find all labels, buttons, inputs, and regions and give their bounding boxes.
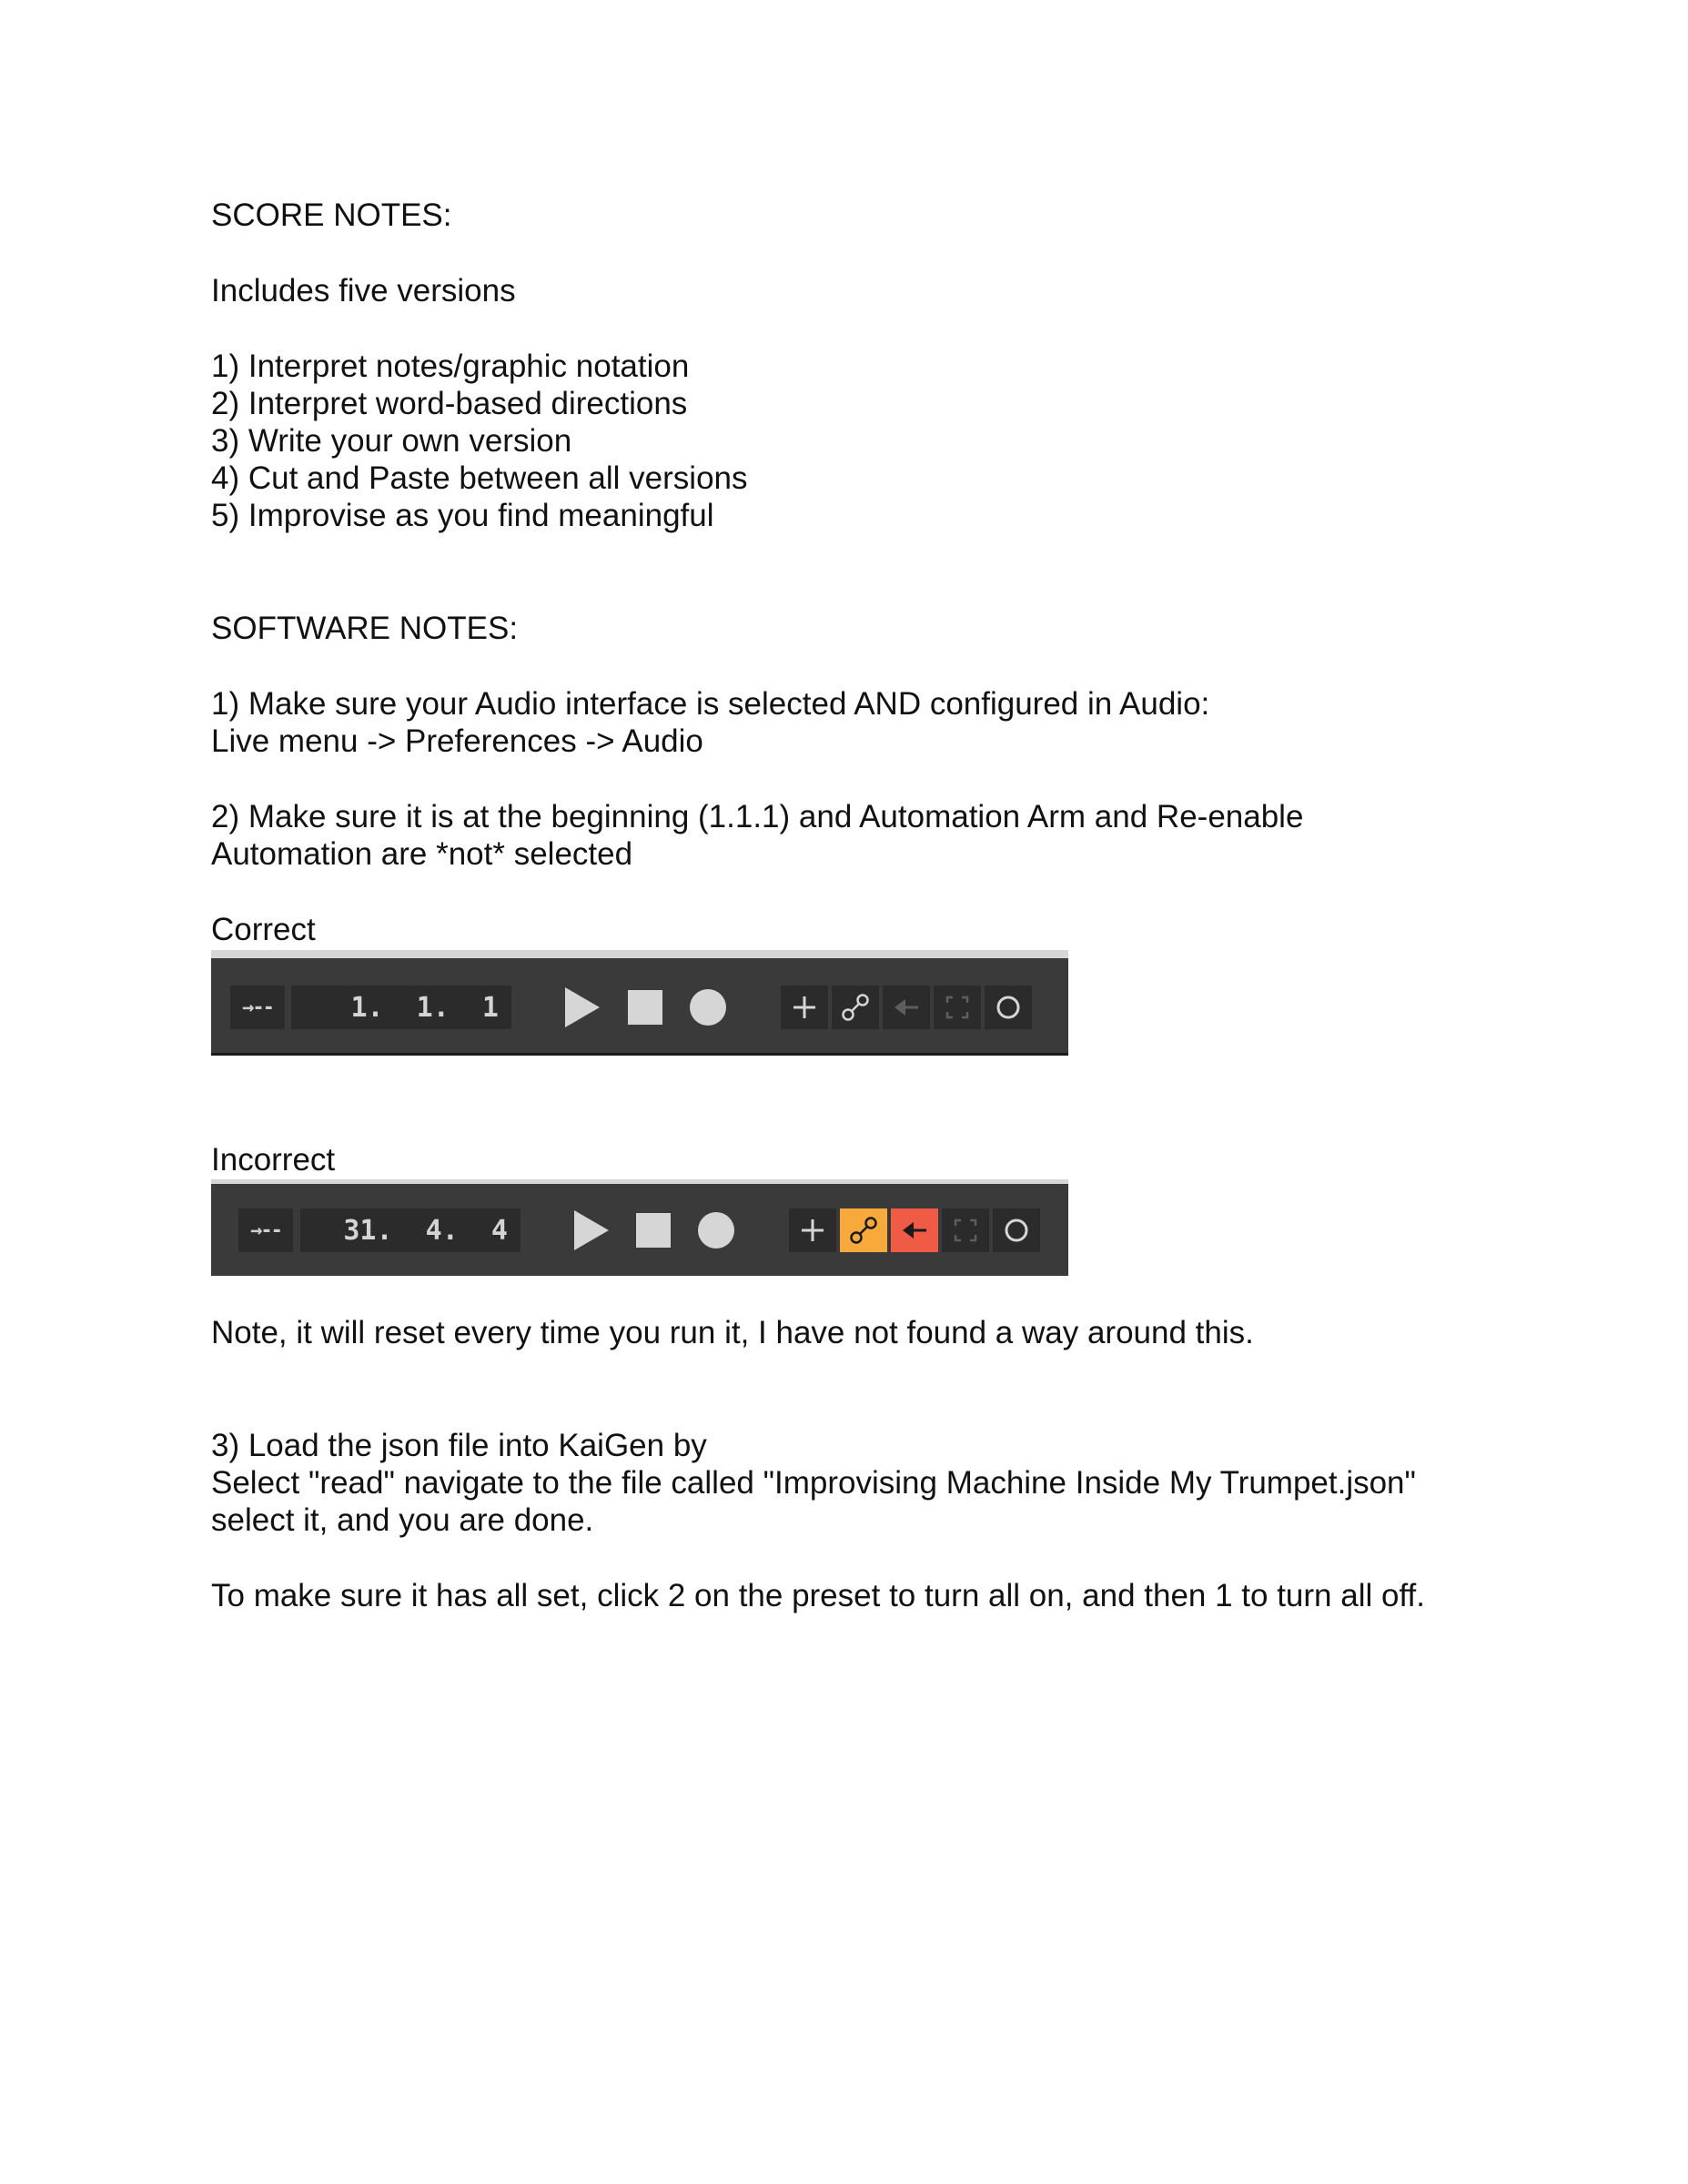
song-position-display[interactable]: 31. 4. 4 [300,1208,521,1252]
plus-icon [791,994,818,1021]
automation-arm-icon [840,992,871,1023]
reset-note: Note, it will reset every time you run it, I have not found a way around this. [211,1315,1254,1350]
software-step1-line1: 1) Make sure your Audio interface is selected AND configured in Audio: [211,686,1210,722]
software-step3-line1: 3) Load the json file into KaiGen by [211,1428,707,1463]
song-position-display[interactable]: 1. 1. 1 [291,986,511,1029]
stop-icon[interactable] [628,990,662,1025]
plus-icon [799,1217,826,1244]
reenable-automation-button-active[interactable] [891,1208,938,1252]
transport-bar-incorrect [211,1179,1068,1276]
circle-icon [1002,1216,1031,1245]
automation-arm-button-active[interactable] [840,1208,887,1252]
record-icon[interactable] [690,989,726,1026]
record-icon[interactable] [698,1212,734,1249]
play-icon[interactable] [574,1210,609,1250]
overdub-button[interactable] [781,986,828,1029]
circle-icon [994,993,1023,1022]
score-item-1: 1) Interpret notes/graphic notation [211,349,690,384]
automation-arm-button[interactable] [832,986,879,1029]
score-intro: Includes five versions [211,273,516,308]
session-record-button[interactable] [993,1208,1040,1252]
software-step1-line2: Live menu -> Preferences -> Audio [211,723,703,759]
score-notes-heading: SCORE NOTES: [211,197,452,233]
reenable-automation-button[interactable] [883,986,930,1029]
follow-arrow-icon: →-- [242,996,273,1019]
session-record-button[interactable] [985,986,1032,1029]
capture-brackets-icon [952,1217,979,1244]
preset-instructions: To make sure it has all set, click 2 on the preset to turn all on, and then 1 to turn all off. [211,1578,1425,1613]
software-step2-line2: Automation are *not* selected [211,836,633,872]
play-icon[interactable] [565,987,600,1027]
software-step3-line3: select it, and you are done. [211,1502,594,1538]
automation-arm-icon [848,1215,879,1246]
stop-icon[interactable] [636,1213,671,1248]
back-arrow-icon [899,1217,930,1244]
capture-brackets-icon [944,994,971,1021]
follow-arrow-icon: →-- [250,1218,281,1242]
incorrect-label: Incorrect [211,1142,336,1178]
score-item-5: 5) Improvise as you find meaningful [211,498,714,533]
score-item-2: 2) Interpret word-based directions [211,386,688,421]
software-step3-line2: Select "read" navigate to the file called "Improvising Machine Inside My Trumpet.json" [211,1465,1416,1501]
correct-label: Correct [211,912,316,947]
back-arrow-icon [891,994,922,1021]
follow-button[interactable] [238,1208,293,1252]
overdub-button[interactable] [789,1208,836,1252]
capture-midi-button[interactable] [934,986,981,1029]
score-item-3: 3) Write your own version [211,423,572,459]
software-notes-heading: SOFTWARE NOTES: [211,611,519,646]
software-step2-line1: 2) Make sure it is at the beginning (1.1.1) and Automation Arm and Re-enable [211,799,1304,834]
capture-midi-button[interactable] [942,1208,989,1252]
follow-button[interactable] [230,986,285,1029]
transport-bar-correct [211,950,1068,1056]
score-item-4: 4) Cut and Paste between all versions [211,460,748,496]
